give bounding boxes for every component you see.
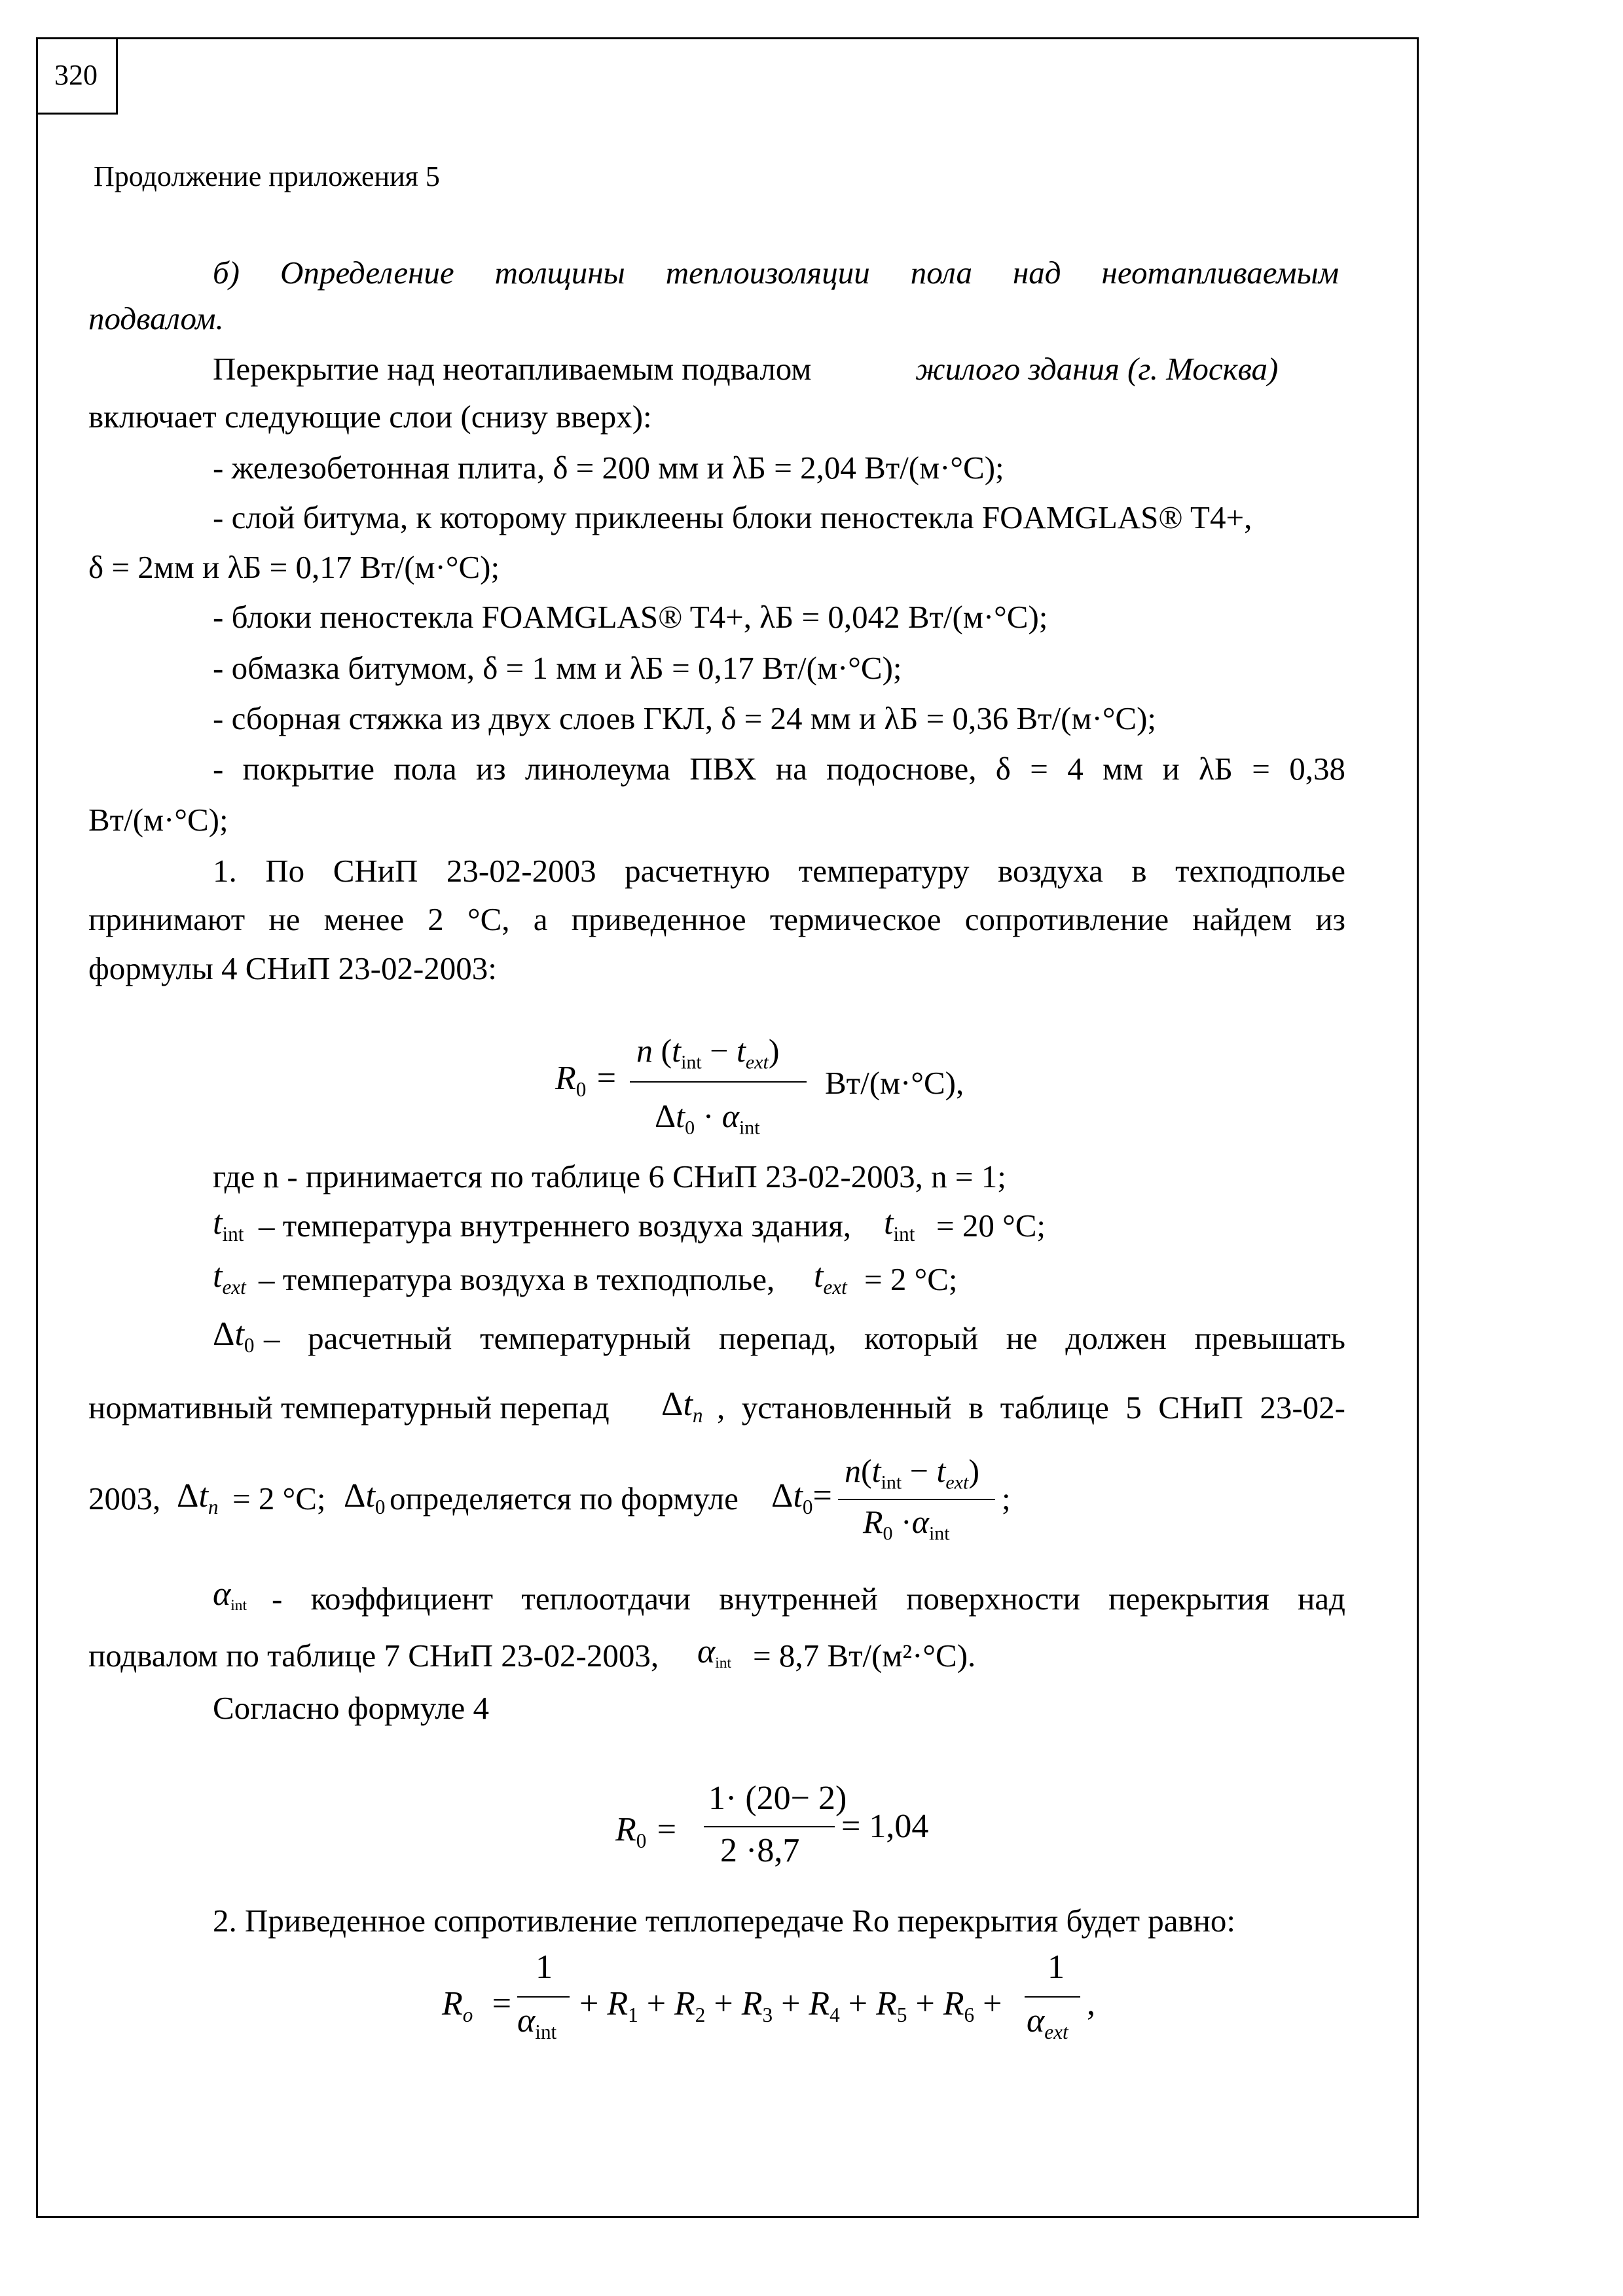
dt0-symbol-3: $\Delta t_0=$ xyxy=(771,1477,832,1518)
formula3-frac1-bar xyxy=(517,1996,570,1998)
formula1-numerator: n $(t_{int} - t_{ext})$ xyxy=(636,1032,780,1073)
formula2-denominator: $R_0 \cdot\alpha_{int}$ xyxy=(863,1503,950,1545)
where-dt-line2-b: , установленный в таблице 5 СНиП 23-02- xyxy=(717,1390,1345,1426)
alpha-line2-a: подвалом по таблице 7 СНиП 23-02-2003, xyxy=(88,1638,659,1674)
where-text-value: = 2 °С; xyxy=(864,1261,958,1297)
alpha-line1: - коэффициент теплоотдачи внутренней поверхности перекрытия над xyxy=(272,1581,1345,1617)
intro-line1-b: жилого здания (г. Москва) xyxy=(915,351,1279,387)
where-dt-line1: – расчетный температурный перепад, который не должен превышать xyxy=(264,1320,1345,1356)
where-dt-line3-a: 2003, xyxy=(88,1480,161,1516)
formula3-sum: + $R_1 + R_2 + R_3 + R_4 + R_5 + R_6$ + xyxy=(579,1985,1002,2026)
layer-2-line2: δ = 2мм и λБ = 0,17 Вт/(м·°С); xyxy=(88,549,500,585)
formula1-denominator: $\Delta t_0 \cdot \alpha_{int}$ xyxy=(655,1098,760,1139)
appendix-header: Продолжение приложения 5 xyxy=(94,160,440,192)
calc-numerator: 1· (20− 2) xyxy=(708,1780,847,1817)
formula1-unit: Вт/(м·°С), xyxy=(825,1065,964,1101)
where-dt-line3-c: определяется по формуле xyxy=(390,1480,739,1516)
formula3-frac2-bar xyxy=(1025,1996,1080,1998)
where-tint-value: = 20 °С; xyxy=(936,1208,1046,1244)
intro-line2: включает следующие слои (снизу вверх): xyxy=(88,399,652,435)
where-n: где n - принимается по таблице 6 СНиП 23-02-2003, n = 1; xyxy=(213,1158,1006,1194)
formula2-fraction-bar xyxy=(838,1499,995,1500)
layer-6-line2: Вт/(м·°С); xyxy=(88,802,228,838)
formula3-comma: , xyxy=(1087,1985,1095,2022)
step1-line3: формулы 4 СНиП 23-02-2003: xyxy=(88,950,497,986)
section-title-line1: б) Определение толщины теплоизоляции пола над неотапливаемым xyxy=(213,255,1339,291)
layer-4: - обмазка битумом, δ = 1 мм и λБ = 0,17 Вт/(м·°С); xyxy=(213,650,902,686)
calc-result: = 1,04 xyxy=(841,1808,929,1845)
alpha-line2-b: = 8,7 Вт/(м²·°С). xyxy=(753,1638,976,1674)
step1-line1: 1. По СНиП 23-02-2003 расчетную температуру воздуха в техподполье xyxy=(213,853,1345,889)
formula3-frac2-num: 1 xyxy=(1048,1948,1065,1986)
where-dt-line3-b: = 2 °С; xyxy=(232,1480,326,1516)
section-title-line2: подвалом. xyxy=(88,300,224,336)
calc-fraction-bar xyxy=(704,1826,835,1827)
alpha-int-symbol: $\alpha_{int}$ xyxy=(213,1575,247,1615)
formula1-lhs: $R_0$ = xyxy=(555,1060,618,1101)
step1-line2: принимают не менее 2 °С, а приведенное термическое сопротивление найдем из xyxy=(88,901,1345,937)
where-dt-line2-a: нормативный температурный перепад xyxy=(88,1390,610,1426)
layer-6-line1: - покрытие пола из линолеума ПВХ на подоснове, δ = 4 мм и λБ = 0,38 xyxy=(213,751,1345,787)
dtn-symbol: $\Delta t_n$ xyxy=(661,1386,703,1427)
calc-denominator: 2 ·8,7 xyxy=(720,1832,800,1869)
alpha-int-symbol-2: $\alpha_{int}$ xyxy=(697,1633,731,1672)
formula2-numerator: $n(t_{int} - t_{ext})$ xyxy=(845,1452,979,1494)
dt0-symbol-2: $\Delta t_0$ xyxy=(344,1477,386,1518)
calc-lhs: $R_0$ = xyxy=(615,1811,678,1852)
dt0-symbol: $\Delta t_0$ xyxy=(213,1316,255,1357)
layer-3: - блоки пеностекла FOAMGLAS® T4+, λБ = 0,042 Вт/(м·°С); xyxy=(213,599,1048,635)
formula3-frac2-den: $\alpha_{ext}$ xyxy=(1027,2002,1068,2043)
formula2-semicolon: ; xyxy=(1002,1480,1011,1516)
page-number: 320 xyxy=(36,37,118,115)
text-symbol-2: $t_{ext}$ xyxy=(814,1257,847,1299)
layer-5: - сборная стяжка из двух слоев ГКЛ, δ = 24 мм и λБ = 0,36 Вт/(м·°С); xyxy=(213,700,1157,736)
layer-1: - железобетонная плита, δ = 200 мм и λБ = 2,04 Вт/(м·°С); xyxy=(213,450,1004,486)
text-symbol: $t_{ext}$ xyxy=(213,1257,246,1299)
tint-symbol: $t_{int}$ xyxy=(213,1204,244,1246)
formula3-frac1-den: $\alpha_{int}$ xyxy=(517,2002,557,2043)
intro-line1-a: Перекрытие над неотапливаемым подвалом xyxy=(213,351,812,387)
formula3-lhs: $R_o$ = xyxy=(442,1985,513,2026)
dtn-symbol-2: $\Delta t_n$ xyxy=(177,1477,219,1518)
layer-2-line1: - слой битума, к которому приклеены блоки пеностекла FOAMGLAS® T4+, xyxy=(213,499,1252,535)
formula1-fraction-bar xyxy=(630,1081,807,1083)
according-formula: Согласно формуле 4 xyxy=(213,1690,490,1726)
tint-symbol-2: $t_{int}$ xyxy=(884,1204,915,1246)
formula3-frac1-num: 1 xyxy=(536,1948,553,1986)
where-tint-desc: – температура внутреннего воздуха здания, xyxy=(259,1208,852,1244)
step2-text: 2. Приведенное сопротивление теплопередаче Rо перекрытия будет равно: xyxy=(213,1903,1235,1939)
where-text-desc: – температура воздуха в техподполье, xyxy=(259,1261,775,1297)
